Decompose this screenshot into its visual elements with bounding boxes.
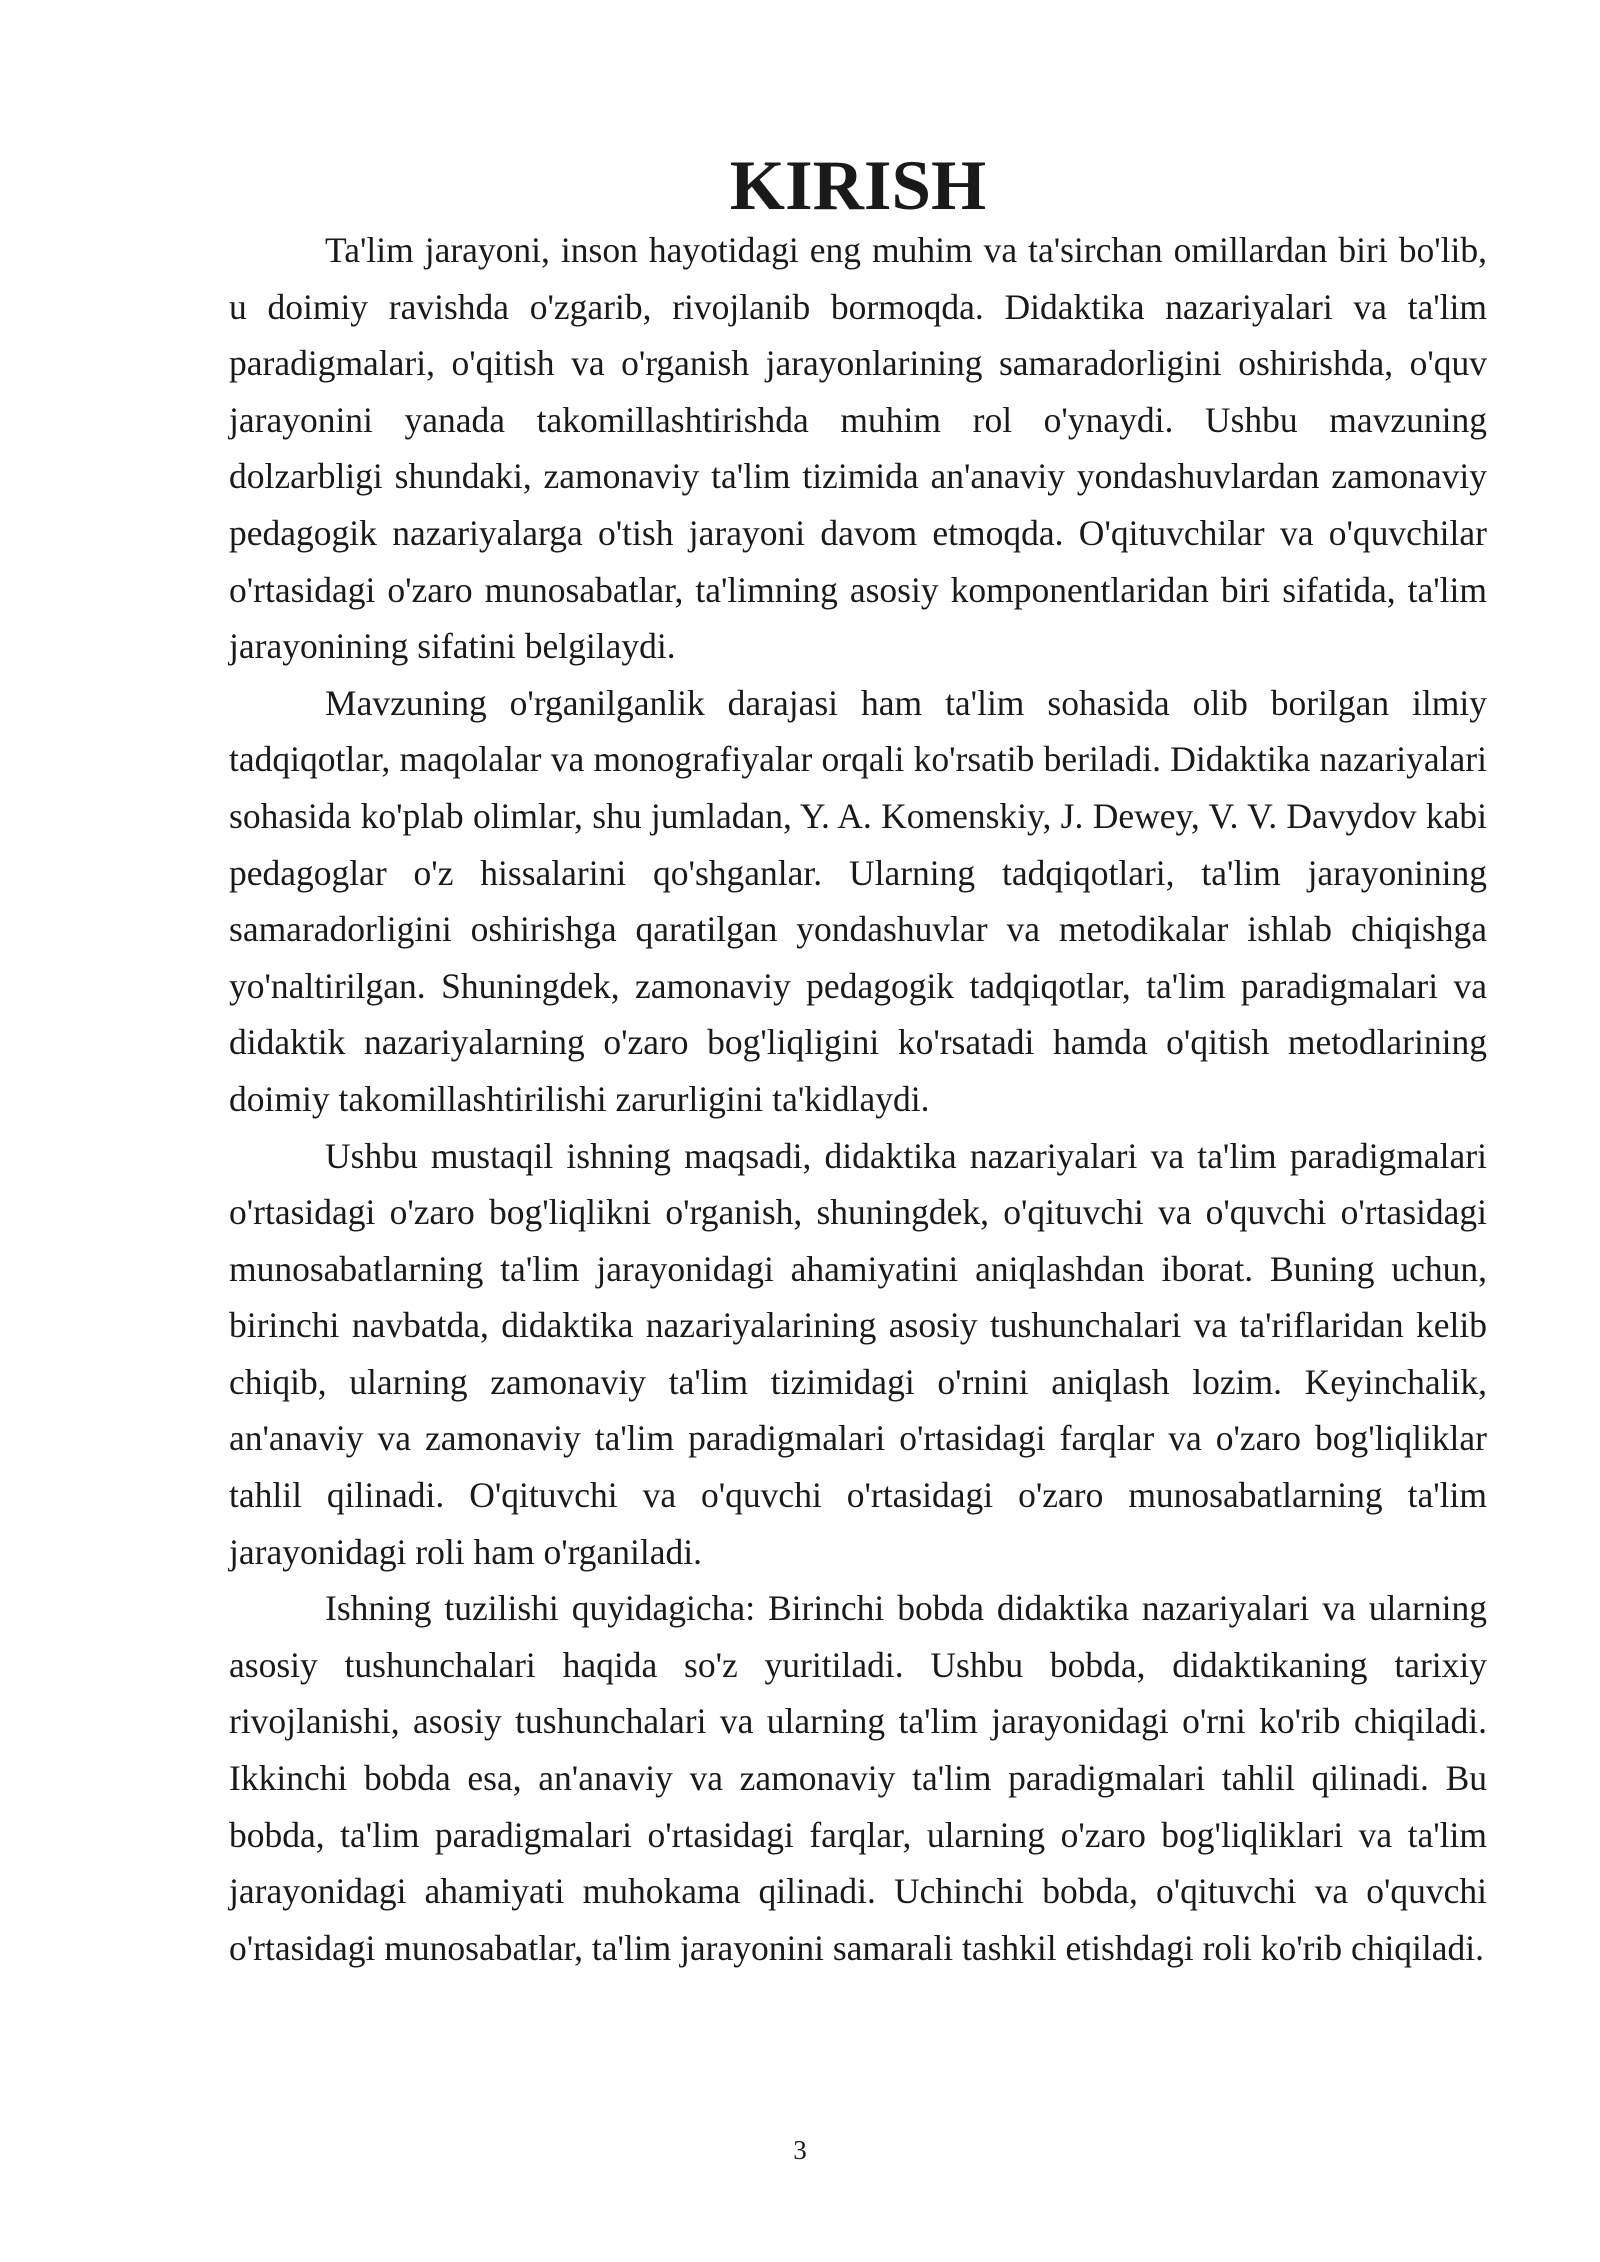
paragraph-goal: Ushbu mustaqil ishning maqsadi, didaktika nazariyalari va ta'lim paradigmalari o'rtasidagi o'zaro bog'liqlikni o'rganish, shuningdek, o'qituvchi va o'quvchi o'rtasidagi munosabatlarning ta'lim jarayonidagi ahamiyatini aniqlashdan iborat. Buning uchun, birinchi navbatda, didaktika nazariyalarining asosiy tushunchalari va ta'riflaridan kelib chiqib, ularning zamonaviy ta'lim tizimidagi o'rnini aniqlash lozim. Keyinchalik, an'anaviy va zamonaviy ta'lim paradigmalari o'rtasidagi farqlar va o'zaro bog'liqliklar tahlil qilinadi. O'qituvchi va o'quvchi o'rtasidagi o'zaro munosabatlarning ta'lim jarayonidagi roli ham o'rganiladi.: [229, 1135, 1487, 1572]
paragraph-relevance: Ta'lim jarayoni, inson hayotidagi eng muhim va ta'sirchan omillardan biri bo'lib, u doimiy ravishda o'zgarib, rivojlanib bormoqda. Didaktika nazariyalari va ta'lim paradigmalari, o'qitish va o'rganish jarayonlarining samaradorligini oshirishda, o'quv jarayonini yanada takomillashtirishda muhim rol o'ynaydi. Ushbu mavzuning dolzarbligi shundaki, zamonaviy ta'lim tizimida an'anaviy yondashuvlardan zamonaviy pedagogik nazariyalarga o'tish jarayoni davom etmoqda. O'qituvchilar va o'quvchilar o'rtasidagi o'zaro munosabatlar, ta'limning asosiy komponentlaridan biri sifatida, ta'lim jarayonining sifatini belgilaydi.: [229, 230, 1487, 667]
page-content: [229, 147, 1487, 1976]
paragraph-study-level: Mavzuning o'rganilganlik darajasi ham ta'lim sohasida olib borilgan ilmiy tadqiqotlar, maqolalar va monografiyalar orqali ko'rsatib beriladi. Didaktika nazariyalari sohasida ko'plab olimlar, shu jumladan, Y. A. Komenskiy, J. Dewey, V. V. Davydov kabi pedagoglar o'z hissalarini qo'shganlar. Ularning tadqiqotlari, ta'lim jarayonining samaradorligini oshirishga qaratilgan yondashuvlar va metodikalar ishlab chiqishga yo'naltirilgan. Shuningdek, zamonaviy pedagogik tadqiqotlar, ta'lim paradigmalari va didaktik nazariyalarning o'zaro bog'liqligini ko'rsatadi hamda o'qitish metodlarining doimiy takomillashtirilishi zarurligini ta'kidlaydi.: [229, 682, 1487, 1119]
page-number: 3: [793, 2135, 807, 2165]
page-title: KIRISH: [729, 147, 987, 225]
paragraph-structure: Ishning tuzilishi quyidagicha: Birinchi bobda didaktika nazariyalari va ularning asosiy tushunchalari haqida so'z yuritiladi. Ushbu bobda, didaktikaning tarixiy rivojlanishi, asosiy tushunchalari va ularning ta'lim jarayonidagi o'rni ko'rib chiqiladi. Ikkinchi bobda esa, an'anaviy va zamonaviy ta'lim paradigmalari tahlil qilinadi. Bu bobda, ta'lim paradigmalari o'rtasidagi farqlar, ularning o'zaro bog'liqliklari va ta'lim jarayonidagi ahamiyati muhokama qilinadi. Uchinchi bobda, o'qituvchi va o'quvchi o'rtasidagi munosabatlar, ta'lim jarayonini samarali tashkil etishdagi roli ko'rib chiqiladi.: [229, 1588, 1487, 1968]
